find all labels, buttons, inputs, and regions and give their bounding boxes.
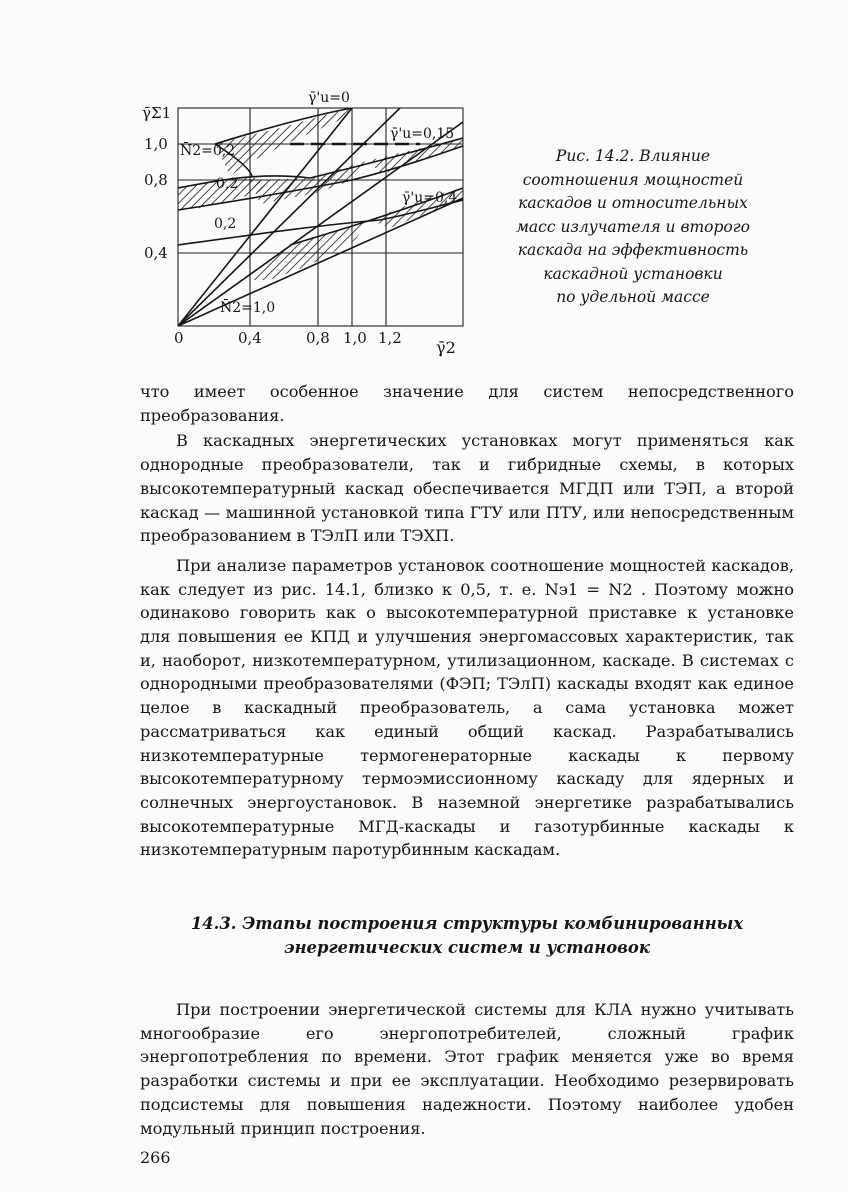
x-tick-1-2: 1,2 [378,329,402,347]
x-tick-1-0: 1,0 [343,329,367,347]
label-gamma-u-015: γ̄'u=0,15 [390,126,455,142]
x-axis-label: γ̄2 [436,338,456,357]
caption-line: по удельной массе [556,288,710,306]
caption-line: каскада на эффективность [517,241,749,259]
paragraph-parameter-analysis: При анализе параметров установок соотношение мощностей каскадов, как следует из рис. 14.1, близко к 0,5, т. е. Nэ1 = N2 . Поэтому можно одинаково говорить как о высокотемпературной приставке к установке для повышения ее КПД и улучшения энергомассовых характеристик, так и, наоборот, низкотемпературном, утилизационном, каскаде. В системах с однородными преобразователями (ФЭП; ТЭлП) каскады входят как единое целое в каскадный преобразователь, а сама установка может рассматриваться как единый общий каскад. Разрабатывались низкотемпературные термогенераторные каскады к первому высокотемпературному термоэмиссионному каскаду для ядерных и солнечных энергоустановок. В наземной энергетике разрабатывались высокотемпературные МГД-каскады и газотурбинные каскады к низкотемпературным паротурбинным каскадам. [140,555,794,860]
paragraph-cascade-types: В каскадных энергетических установках могут применяться как однородные преобразователи, так и гибридные схемы, в которых высокотемпературный каскад обеспечивается МГДП или ТЭП, а второй каскад — машинной установкой типа ГТУ или ПТУ, или непосредственным преобразованием в ТЭлП или ТЭХП. [140,431,794,546]
paragraph-continuation: что имеет особенное значение для систем непосредственного преобразования. [140,382,794,425]
y-tick-0-4: 0,4 [144,244,168,262]
section-title-line-2: энергетических систем и установок [284,938,650,957]
caption-line: каскадной установки [543,264,723,283]
y-tick-1: 1,0 [144,135,168,153]
caption-line: соотношения мощностей [522,170,744,189]
y-axis-label: γ̄Σ1 [142,104,172,122]
label-n2-10: N̄2=1,0 [220,300,276,316]
page-number: 266 [140,1148,171,1167]
figure-plot [140,80,480,360]
section-title-line-1: 14.3. Этапы построения структуры комбинированных [190,914,744,933]
figure-14-2 [140,80,480,360]
y-tick-0-8: 0,8 [144,171,168,189]
x-tick-0-8: 0,8 [306,329,330,347]
label-gamma-u-04: γ̄'u=0,4 [402,190,458,206]
body-text [140,380,794,862]
label-02-mid: 0,2 [216,176,239,192]
caption-line: масс излучателя и второго [516,217,750,236]
x-tick-0: 0 [174,329,184,347]
body-text-2 [140,996,794,1140]
caption-line: каскадов и относительных [518,194,748,212]
hatched-region-top [215,108,352,176]
x-tick-0-4: 0,4 [238,329,262,347]
label-gamma-u-0: γ̄'u=0 [308,90,350,106]
figure-caption [508,145,758,310]
paragraph-kla-system: При построении энергетической системы для КЛА нужно учитывать многообразие его энергопотребителей, сложный график энергопотребления по времени. Этот график меняется уже во время разработки системы и при ее эксплуатации. Необходимо резервировать подсистемы для повышения надежности. Поэтому наиболее удобен модульный принцип построения. [140,1000,794,1138]
caption-line: Рис. 14.2. Влияние [555,147,711,165]
label-n2-02: N̄2=0,2 [180,143,236,159]
label-02-lower: 0,2 [214,216,237,232]
section-heading [140,912,794,960]
